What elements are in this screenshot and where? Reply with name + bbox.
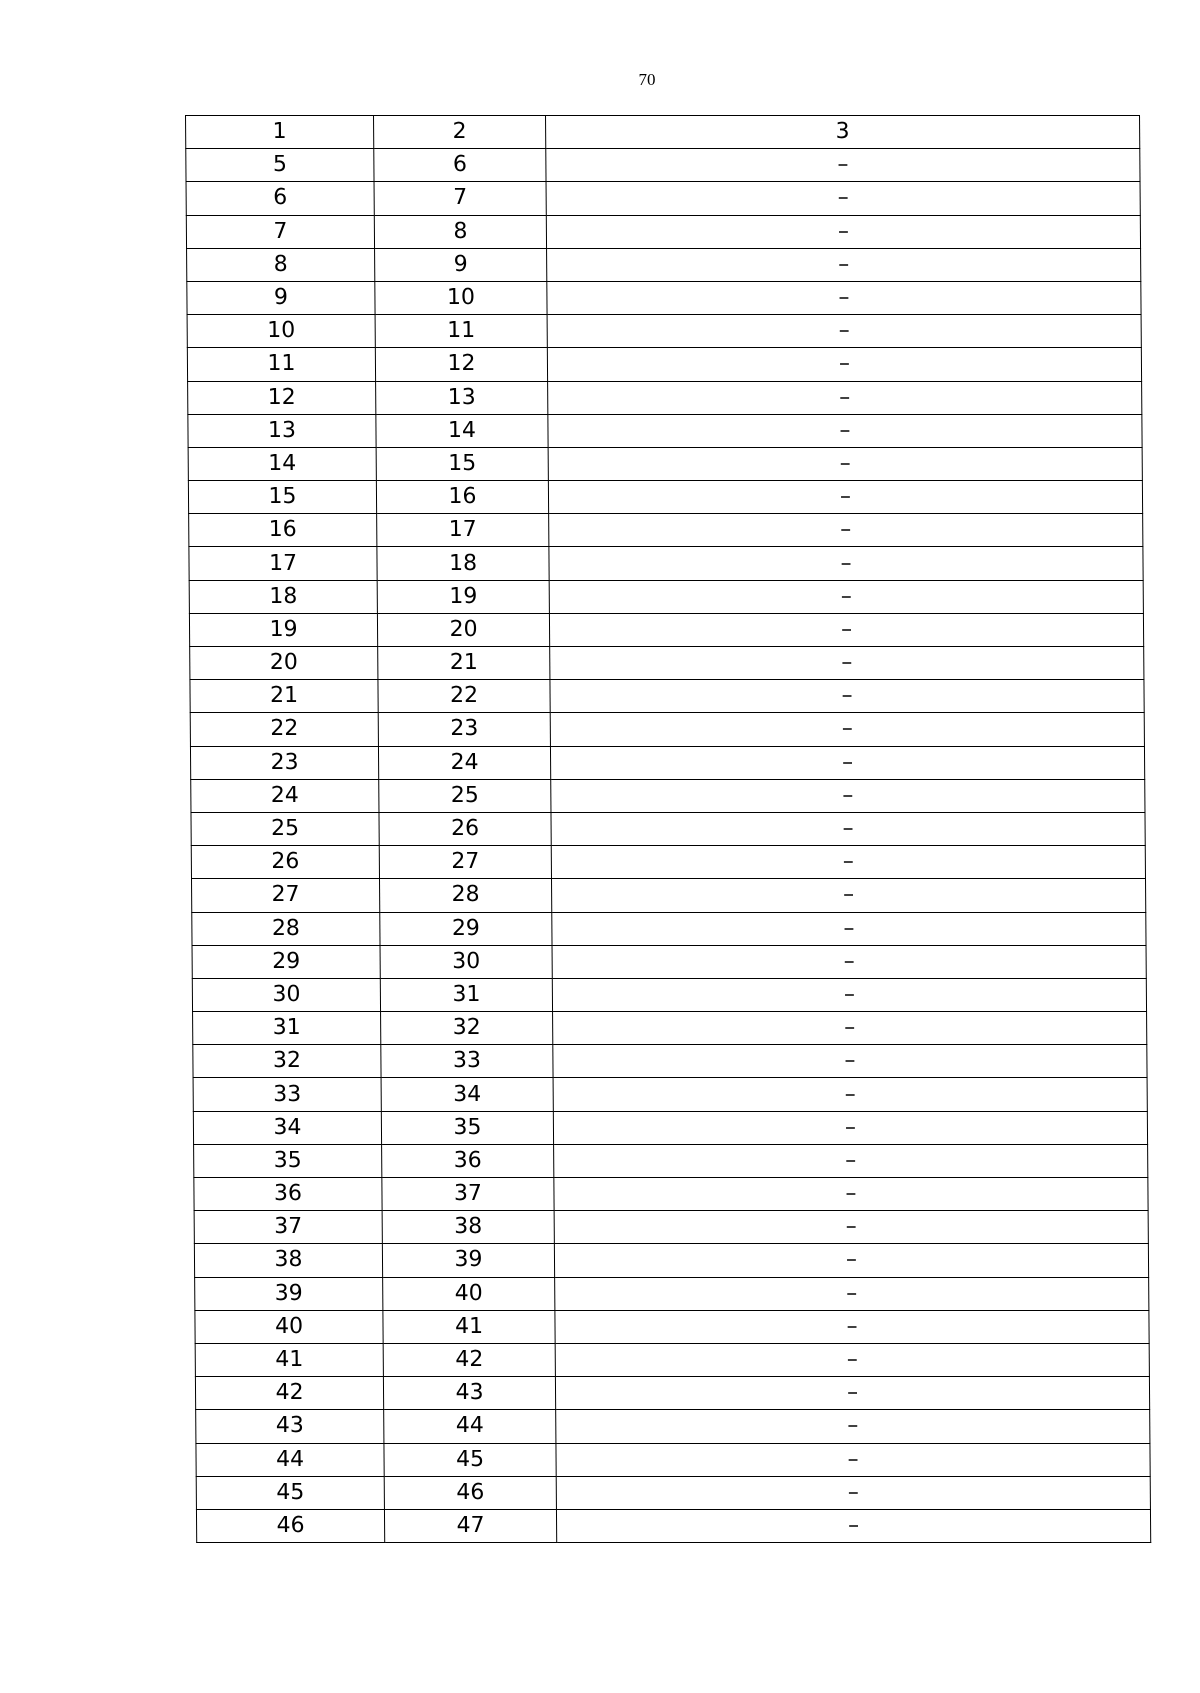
col-2-cell: 18 (377, 547, 549, 580)
col-3-cell: – (549, 580, 1143, 613)
col-2-cell: 36 (382, 1144, 554, 1177)
col-3-cell: – (547, 248, 1141, 281)
col-2-cell: 25 (379, 779, 551, 812)
table-row (193, 1111, 1147, 1144)
col-3-cell: – (546, 215, 1140, 248)
col-1-cell: 42 (195, 1377, 383, 1410)
col-2-cell: 34 (381, 1078, 553, 1111)
col-2-cell: 33 (381, 1045, 553, 1078)
col-2-cell: 16 (376, 481, 548, 514)
table-row (192, 978, 1146, 1011)
col-3-cell: – (555, 1277, 1149, 1310)
table-row (196, 1509, 1150, 1542)
table-row (191, 846, 1145, 879)
col-3-cell: – (551, 846, 1145, 879)
col-3-cell: – (546, 149, 1140, 182)
table-row (195, 1343, 1149, 1376)
col-2-cell: 45 (384, 1443, 556, 1476)
col-3-cell: – (553, 1078, 1147, 1111)
col-1-cell: 34 (193, 1111, 381, 1144)
col-2-cell: 28 (379, 879, 551, 912)
col-3-cell: – (548, 481, 1142, 514)
col-1-cell: 44 (196, 1443, 384, 1476)
table-row (188, 481, 1142, 514)
table-row (188, 414, 1142, 447)
table-row (192, 912, 1146, 945)
col-2-cell: 46 (384, 1476, 556, 1509)
col-3-cell: – (551, 779, 1145, 812)
col-3-cell: – (554, 1244, 1148, 1277)
col-3-cell: – (553, 1045, 1147, 1078)
col-3-cell: – (550, 647, 1144, 680)
col-2-cell: 38 (382, 1211, 554, 1244)
col-2-cell: 10 (375, 281, 547, 314)
col-1-cell: 9 (187, 281, 375, 314)
table-row (190, 746, 1144, 779)
col-2-cell: 20 (377, 613, 549, 646)
col-1-cell: 7 (186, 215, 374, 248)
table-row (192, 945, 1146, 978)
col-3-cell: – (547, 315, 1141, 348)
table-row (194, 1244, 1148, 1277)
col-3-cell: – (552, 978, 1146, 1011)
col-3-cell: – (547, 348, 1141, 381)
col-2-cell: 22 (378, 680, 550, 713)
col-1-cell: 11 (187, 348, 375, 381)
col-3-cell: – (554, 1178, 1148, 1211)
col-1-cell: 46 (196, 1509, 384, 1542)
table-row (188, 447, 1142, 480)
table-body (186, 116, 1151, 1543)
col-2-cell: 11 (375, 315, 547, 348)
col-3-cell: – (551, 879, 1145, 912)
col-3-cell: – (555, 1310, 1149, 1343)
table-row (195, 1310, 1149, 1343)
col-3-cell: – (551, 812, 1145, 845)
col-2-cell: 13 (376, 381, 548, 414)
table-row (191, 812, 1145, 845)
col-1-cell: 19 (189, 613, 377, 646)
col-1-cell: 18 (189, 580, 377, 613)
col-1-cell: 36 (194, 1178, 382, 1211)
table-row (189, 547, 1143, 580)
col-1-cell: 32 (193, 1045, 381, 1078)
col-3-cell: – (549, 547, 1143, 580)
col-2-cell: 42 (383, 1343, 555, 1376)
table-row (189, 613, 1143, 646)
col-3-cell: – (552, 945, 1146, 978)
col-1-cell: 1 (186, 116, 374, 149)
col-3-cell: – (548, 381, 1142, 414)
col-3-cell: – (550, 746, 1144, 779)
col-1-cell: 26 (191, 846, 379, 879)
col-1-cell: 45 (196, 1476, 384, 1509)
col-2-cell: 23 (378, 713, 550, 746)
col-1-cell: 33 (193, 1078, 381, 1111)
col-3-cell: – (546, 182, 1140, 215)
col-1-cell: 21 (190, 680, 378, 713)
table-row (191, 879, 1145, 912)
col-1-cell: 31 (193, 1012, 381, 1045)
col-2-cell: 31 (380, 978, 552, 1011)
col-3-cell: – (556, 1443, 1150, 1476)
col-1-cell: 23 (190, 746, 378, 779)
col-1-cell: 39 (195, 1277, 383, 1310)
col-1-cell: 13 (188, 414, 376, 447)
col-2-cell: 21 (378, 647, 550, 680)
col-2-cell: 39 (382, 1244, 554, 1277)
table-row (187, 281, 1141, 314)
col-1-cell: 8 (187, 248, 375, 281)
col-2-cell: 32 (381, 1012, 553, 1045)
col-3-cell: – (550, 713, 1144, 746)
col-2-cell: 15 (376, 447, 548, 480)
table-row (186, 149, 1140, 182)
col-1-cell: 27 (191, 879, 379, 912)
table-row (194, 1178, 1148, 1211)
col-1-cell: 10 (187, 315, 375, 348)
col-3-cell: – (556, 1476, 1150, 1509)
col-1-cell: 30 (192, 978, 380, 1011)
table-row (187, 348, 1141, 381)
col-3-cell: – (552, 912, 1146, 945)
col-1-cell: 16 (189, 514, 377, 547)
col-2-cell: 14 (376, 414, 548, 447)
col-3-cell: – (549, 613, 1143, 646)
col-1-cell: 37 (194, 1211, 382, 1244)
table-row (190, 647, 1144, 680)
table-row (196, 1443, 1150, 1476)
col-3-cell: – (553, 1111, 1147, 1144)
table-row (186, 215, 1140, 248)
col-2-cell: 30 (380, 945, 552, 978)
col-2-cell: 44 (384, 1410, 556, 1443)
col-3-cell: – (556, 1509, 1150, 1542)
col-2-cell: 6 (374, 149, 546, 182)
col-2-cell: 9 (375, 248, 547, 281)
col-1-cell: 6 (186, 182, 374, 215)
table-row (189, 580, 1143, 613)
header-row (186, 116, 1140, 149)
table-row (193, 1012, 1147, 1045)
col-1-cell: 15 (188, 481, 376, 514)
table-row (187, 315, 1141, 348)
col-1-cell: 38 (194, 1244, 382, 1277)
col-2-cell: 37 (382, 1178, 554, 1211)
col-3-cell: – (554, 1144, 1148, 1177)
col-2-cell: 2 (374, 116, 546, 149)
table-row (195, 1377, 1149, 1410)
col-2-cell: 43 (383, 1377, 555, 1410)
table-row (196, 1476, 1150, 1509)
col-1-cell: 43 (196, 1410, 384, 1443)
col-2-cell: 41 (383, 1310, 555, 1343)
table-row (188, 381, 1142, 414)
table-row (187, 248, 1141, 281)
data-table (185, 115, 1151, 1543)
col-3-cell: – (554, 1211, 1148, 1244)
col-3-cell: – (548, 414, 1142, 447)
col-3-cell: – (549, 514, 1143, 547)
col-2-cell: 24 (378, 746, 550, 779)
col-2-cell: 47 (384, 1509, 556, 1542)
table-row (191, 779, 1145, 812)
col-1-cell: 14 (188, 447, 376, 480)
col-1-cell: 22 (190, 713, 378, 746)
col-2-cell: 40 (383, 1277, 555, 1310)
col-1-cell: 12 (188, 381, 376, 414)
col-3-cell: – (555, 1343, 1149, 1376)
col-2-cell: 27 (379, 846, 551, 879)
table-row (194, 1211, 1148, 1244)
col-3-cell: – (547, 281, 1141, 314)
table-row (195, 1277, 1149, 1310)
col-2-cell: 35 (381, 1111, 553, 1144)
col-1-cell: 25 (191, 812, 379, 845)
table-row (190, 680, 1144, 713)
col-3-cell: – (556, 1410, 1150, 1443)
col-2-cell: 7 (374, 182, 546, 215)
col-3-cell: – (548, 447, 1142, 480)
col-2-cell: 19 (377, 580, 549, 613)
table-row (193, 1045, 1147, 1078)
col-3-cell: – (553, 1012, 1147, 1045)
col-1-cell: 35 (194, 1144, 382, 1177)
col-3-cell: – (550, 680, 1144, 713)
col-2-cell: 12 (375, 348, 547, 381)
col-3-cell: – (555, 1377, 1149, 1410)
table-row (189, 514, 1143, 547)
col-1-cell: 5 (186, 149, 374, 182)
table-row (196, 1410, 1150, 1443)
col-1-cell: 20 (190, 647, 378, 680)
table-row (193, 1078, 1147, 1111)
col-2-cell: 29 (380, 912, 552, 945)
col-2-cell: 17 (377, 514, 549, 547)
col-1-cell: 17 (189, 547, 377, 580)
col-3-cell: 3 (546, 116, 1140, 149)
page-number: 70 (638, 70, 656, 89)
col-1-cell: 24 (191, 779, 379, 812)
col-1-cell: 40 (195, 1310, 383, 1343)
col-1-cell: 28 (192, 912, 380, 945)
table-row (190, 713, 1144, 746)
table-row (186, 182, 1140, 215)
col-1-cell: 29 (192, 945, 380, 978)
col-1-cell: 41 (195, 1343, 383, 1376)
col-2-cell: 8 (374, 215, 546, 248)
table-row (194, 1144, 1148, 1177)
col-2-cell: 26 (379, 812, 551, 845)
